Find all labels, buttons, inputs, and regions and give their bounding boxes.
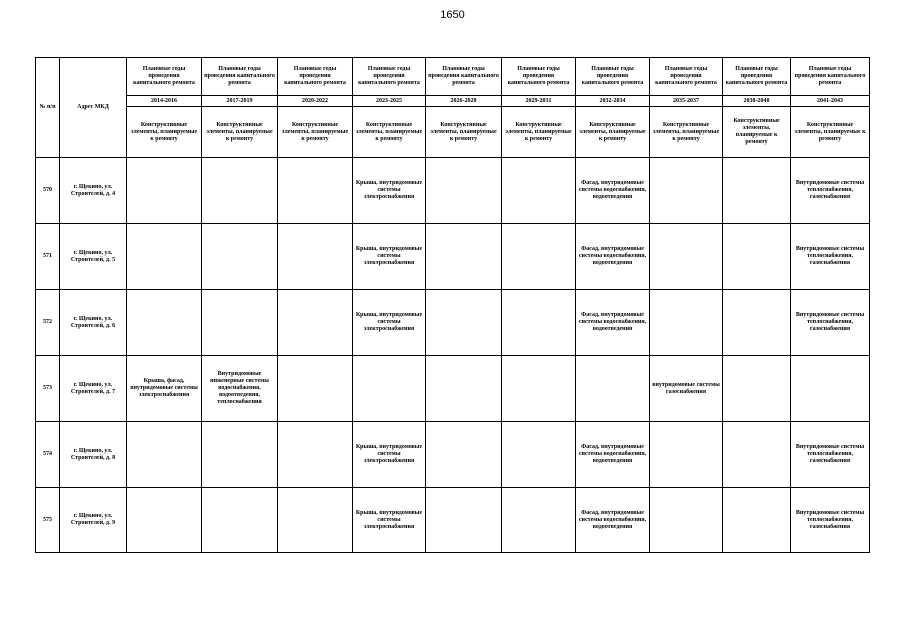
table-row xyxy=(36,488,870,553)
row-cell-elements: Крыша, внутридомовые системы электроснабжения xyxy=(353,422,426,488)
row-cell-elements xyxy=(278,224,353,290)
row-cell-elements xyxy=(426,356,502,422)
row-cell-elements xyxy=(502,224,576,290)
row-num: 575 xyxy=(36,488,60,553)
header-period-elements: Конструктивные элементы, планируемые к ремонту xyxy=(127,107,202,158)
table-row xyxy=(36,158,870,224)
row-cell-elements xyxy=(127,488,202,553)
row-cell-elements: Внутридомовые системы теплоснабжения, газоснабжения xyxy=(791,224,870,290)
row-cell-elements: Крыша, фасад, внутридомовые системы электроснабжения xyxy=(127,356,202,422)
header-row-elements xyxy=(36,107,870,158)
header-period-title: Плановые годы проведения капитального ремонта xyxy=(502,58,576,96)
table-row xyxy=(36,422,870,488)
row-cell-elements xyxy=(426,158,502,224)
header-period-years: 2014-2016 xyxy=(127,96,202,107)
header-period-title: Плановые годы проведения капитального ремонта xyxy=(353,58,426,96)
header-period-title: Плановые годы проведения капитального ремонта xyxy=(278,58,353,96)
row-cell-elements: внутридомовые системы газоснабжения xyxy=(650,356,723,422)
row-cell-elements xyxy=(127,158,202,224)
header-period-title: Плановые годы проведения капитального ремонта xyxy=(426,58,502,96)
header-row-years xyxy=(36,96,870,107)
row-cell-elements xyxy=(202,224,278,290)
header-period-years: 2026-2028 xyxy=(426,96,502,107)
row-cell-elements xyxy=(426,422,502,488)
row-num: 573 xyxy=(36,356,60,422)
header-period-years: 2017-2019 xyxy=(202,96,278,107)
row-cell-elements xyxy=(353,356,426,422)
row-cell-elements: Фасад, внутридомовые системы водоснабжения, водоотведения xyxy=(576,224,650,290)
row-cell-elements: Внутридомовые системы теплоснабжения, газоснабжения xyxy=(791,488,870,553)
row-cell-elements xyxy=(426,290,502,356)
row-cell-elements: Внутридомовые системы теплоснабжения, газоснабжения xyxy=(791,158,870,224)
row-cell-elements xyxy=(791,356,870,422)
row-cell-elements xyxy=(650,422,723,488)
header-period-years: 2035-2037 xyxy=(650,96,723,107)
row-address: г. Щекино, ул. Строителей, д. 8 xyxy=(60,422,127,488)
header-period-years: 2041-2043 xyxy=(791,96,870,107)
row-cell-elements xyxy=(650,158,723,224)
row-cell-elements: Фасад, внутридомовые системы водоснабжения, водоотведения xyxy=(576,290,650,356)
row-address: г. Щекино, ул. Строителей, д. 5 xyxy=(60,224,127,290)
table-row xyxy=(36,290,870,356)
row-num: 574 xyxy=(36,422,60,488)
row-cell-elements xyxy=(278,356,353,422)
row-cell-elements: Крыша, внутридомовые системы электроснабжения xyxy=(353,290,426,356)
repair-plan-table xyxy=(35,57,870,553)
row-cell-elements xyxy=(723,158,791,224)
row-address: г. Щекино, ул. Строителей, д. 9 xyxy=(60,488,127,553)
row-cell-elements xyxy=(278,422,353,488)
header-period-elements: Конструктивные элементы, планируемые к ремонту xyxy=(791,107,870,158)
header-period-years: 2038-2040 xyxy=(723,96,791,107)
header-period-elements: Конструктивные элементы, планируемые к ремонту xyxy=(576,107,650,158)
header-period-elements: Конструктивные элементы, планируемые к ремонту xyxy=(723,107,791,158)
row-cell-elements xyxy=(723,488,791,553)
header-period-title: Плановые годы проведения капитального ремонта xyxy=(202,58,278,96)
row-cell-elements xyxy=(202,158,278,224)
row-cell-elements xyxy=(202,488,278,553)
row-cell-elements: Внутридомовые системы теплоснабжения, газоснабжения xyxy=(791,422,870,488)
table-body xyxy=(36,158,870,553)
row-num: 570 xyxy=(36,158,60,224)
header-period-title: Плановые годы проведения капитального ремонта xyxy=(723,58,791,96)
row-cell-elements xyxy=(127,290,202,356)
row-cell-elements xyxy=(502,422,576,488)
row-cell-elements xyxy=(723,356,791,422)
row-cell-elements: Фасад, внутридомовые системы водоснабжения, водоотведения xyxy=(576,488,650,553)
row-cell-elements xyxy=(202,290,278,356)
header-period-title: Плановые годы проведения капитального ремонта xyxy=(576,58,650,96)
header-period-years: 2032-2034 xyxy=(576,96,650,107)
header-period-elements: Конструктивные элементы, планируемые к ремонту xyxy=(650,107,723,158)
header-period-elements: Конструктивные элементы, планируемые к ремонту xyxy=(278,107,353,158)
header-period-years: 2029-2031 xyxy=(502,96,576,107)
header-period-elements: Конструктивные элементы, планируемые к ремонту xyxy=(502,107,576,158)
row-cell-elements xyxy=(502,488,576,553)
header-period-title: Плановые годы проведения капитального ремонта xyxy=(791,58,870,96)
header-period-title: Плановые годы проведения капитального ремонта xyxy=(650,58,723,96)
row-num: 572 xyxy=(36,290,60,356)
header-period-title: Плановые годы проведения капитального ремонта xyxy=(127,58,202,96)
row-cell-elements xyxy=(650,290,723,356)
table-header xyxy=(36,58,870,158)
header-row-period-title xyxy=(36,58,870,96)
row-cell-elements: Внутридомовые системы теплоснабжения, газоснабжения xyxy=(791,290,870,356)
row-cell-elements: Внутридомовые инженерные системы водоснабжения, водоотведения, теплоснабжения xyxy=(202,356,278,422)
row-cell-elements xyxy=(723,422,791,488)
row-address: г. Щекино, ул. Строителей, д. 6 xyxy=(60,290,127,356)
row-cell-elements xyxy=(278,290,353,356)
row-cell-elements xyxy=(502,290,576,356)
table-row xyxy=(36,224,870,290)
header-period-elements: Конструктивные элементы, планируемые к ремонту xyxy=(426,107,502,158)
header-period-years: 2023-2025 xyxy=(353,96,426,107)
row-cell-elements: Фасад, внутридомовые системы водоснабжения, водоотведения xyxy=(576,158,650,224)
header-period-elements: Конструктивные элементы, планируемые к ремонту xyxy=(353,107,426,158)
row-cell-elements xyxy=(576,356,650,422)
page-number: 1650 xyxy=(440,9,465,21)
row-cell-elements: Крыша, внутридомовые системы электроснабжения xyxy=(353,158,426,224)
row-cell-elements xyxy=(723,224,791,290)
row-cell-elements xyxy=(723,290,791,356)
row-cell-elements: Фасад, внутридомовые системы водоснабжения, водоотведения xyxy=(576,422,650,488)
row-cell-elements: Крыша, внутридомовые системы электроснабжения xyxy=(353,488,426,553)
row-address: г. Щекино, ул. Строителей, д. 4 xyxy=(60,158,127,224)
row-cell-elements xyxy=(127,422,202,488)
header-period-elements: Конструктивные элементы, планируемые к ремонту xyxy=(202,107,278,158)
row-cell-elements xyxy=(127,224,202,290)
row-cell-elements xyxy=(278,488,353,553)
row-cell-elements: Крыша, внутридомовые системы электроснабжения xyxy=(353,224,426,290)
row-cell-elements xyxy=(278,158,353,224)
row-cell-elements xyxy=(426,488,502,553)
header-address: Адрес МКД xyxy=(60,58,127,158)
row-num: 571 xyxy=(36,224,60,290)
table-row xyxy=(36,356,870,422)
row-cell-elements xyxy=(502,356,576,422)
row-cell-elements xyxy=(650,224,723,290)
row-cell-elements xyxy=(202,422,278,488)
row-cell-elements xyxy=(650,488,723,553)
row-cell-elements xyxy=(502,158,576,224)
header-num: № п/п xyxy=(36,58,60,158)
header-period-years: 2020-2022 xyxy=(278,96,353,107)
row-cell-elements xyxy=(426,224,502,290)
row-address: г. Щекино, ул. Строителей, д. 7 xyxy=(60,356,127,422)
